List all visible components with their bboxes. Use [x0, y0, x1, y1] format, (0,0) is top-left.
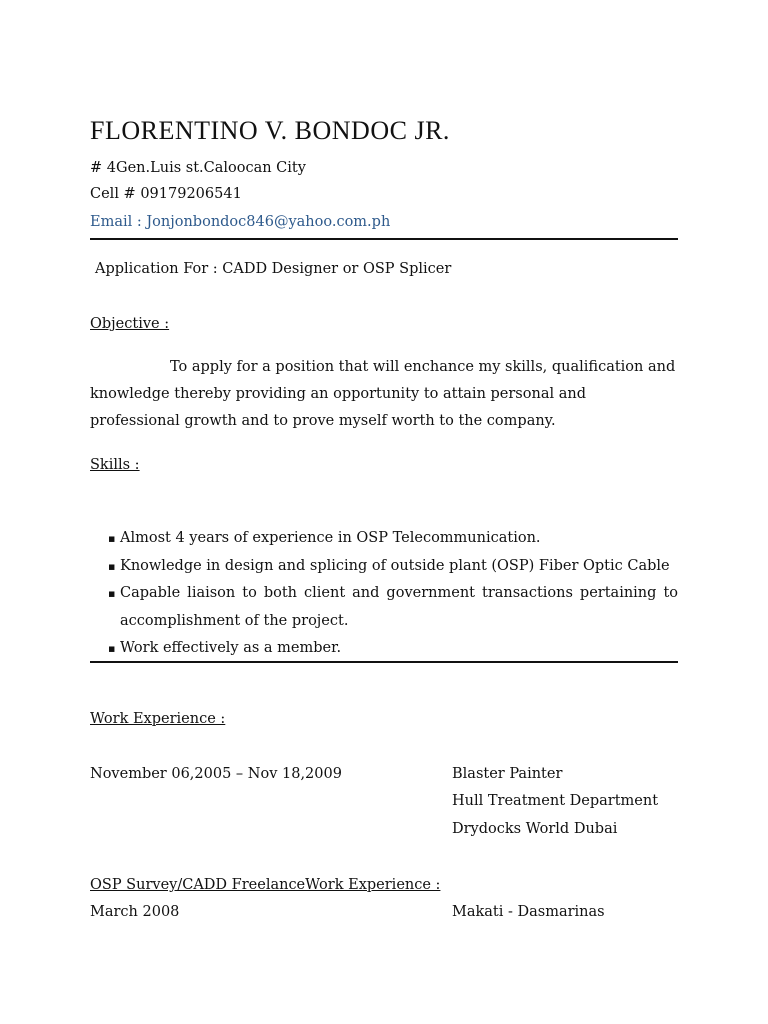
skills-heading: Skills : [90, 457, 140, 473]
skill-item: ▪ Capable liaison to both client and government transactions pertaining to accomplishment of the project. [108, 580, 678, 635]
osp-date: March 2008 [90, 904, 180, 920]
objective-text [90, 354, 678, 435]
applicant-name: FLORENTINO V. BONDOC JR. [90, 116, 450, 145]
osp-experience-heading: OSP Survey/CADD FreelanceWork Experience : [90, 877, 441, 893]
objective-body: To apply for a position that will enchance my skills, qualification and knowledge thereby providing an opportunity to attain personal and professional growth and to prove myself worth to the company. [90, 359, 676, 429]
osp-location: Makati - Dasmarinas [452, 904, 605, 920]
email-address: Email : Jonjonbondoc846@yahoo.com.ph [90, 214, 391, 230]
divider-skills [90, 661, 678, 663]
divider-top [90, 238, 678, 240]
skill-item: ▪ Knowledge in design and splicing of outside plant (OSP) Fiber Optic Cable [108, 553, 678, 581]
skill-item: ▪ Almost 4 years of experience in OSP Telecommunication. [108, 525, 678, 553]
cell-number: Cell # 09179206541 [90, 186, 242, 202]
application-for: Application For : CADD Designer or OSP Splicer [95, 261, 452, 277]
work-department: Hull Treatment Department [452, 793, 659, 809]
work-position: Blaster Painter [452, 766, 563, 782]
work-company: Drydocks World Dubai [452, 821, 618, 837]
address: # 4Gen.Luis st.Caloocan City [90, 160, 306, 176]
work-experience-heading: Work Experience : [90, 711, 226, 727]
work-period: November 06,2005 – Nov 18,2009 [90, 766, 342, 782]
skills-list [108, 525, 678, 663]
skill-item: ▪ Work effectively as a member. [108, 635, 678, 663]
objective-heading: Objective : [90, 316, 170, 332]
